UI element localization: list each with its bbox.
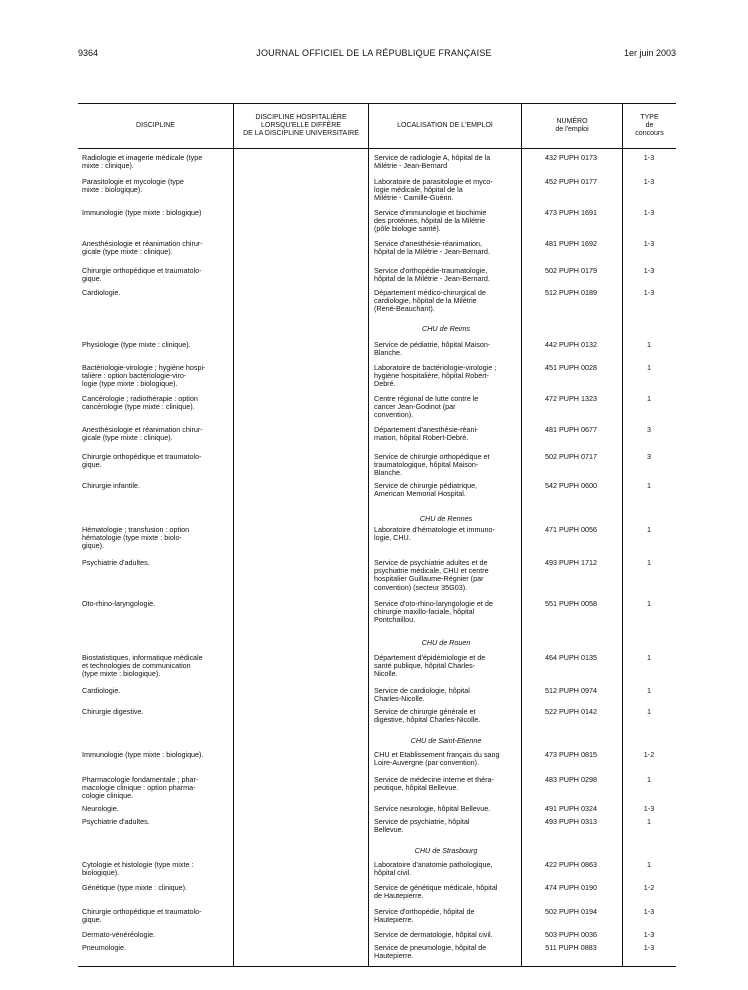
competition-type-cell: 1 (647, 817, 651, 826)
location-cell: Service de médecine interne et théra- peutique, hôpital Bellevue. (374, 775, 494, 793)
discipline-cell: Biostatistiques, informatique médicale et technologies de communication (type mixte : biologique). (82, 653, 203, 679)
post-number-cell: 522 PUPH 0142 (545, 707, 597, 716)
discipline-cell: Neurologie. (82, 804, 119, 813)
competition-type-cell: 1 (647, 525, 651, 534)
competition-type-cell: 1-3 (643, 266, 655, 275)
location-cell: Centre régional de lutte contre le cancer Jean-Godinot (par convention). (374, 394, 479, 420)
post-number-cell: 474 PUPH 0190 (545, 883, 597, 892)
post-number-cell: 511 PUPH 0883 (545, 943, 597, 952)
header-divider (78, 148, 676, 149)
competition-type-cell: 1-3 (643, 943, 655, 952)
discipline-cell: Cancérologie ; radiothérapie : option cancérologie (type mixte : clinique). (82, 394, 198, 412)
location-cell: Service de chirurgie générale et digestive, hôpital Charles-Nicolle. (374, 707, 481, 725)
location-cell: Service neurologie, hôpital Bellevue. (374, 804, 491, 813)
post-number-cell: 472 PUPH 1323 (545, 394, 597, 403)
location-cell: Service de radiologie A, hôpital de la Milétrie - Jean-Bernard (374, 153, 491, 171)
competition-type-cell: 1 (647, 653, 651, 662)
discipline-cell: Immunologie (type mixte : biologique). (82, 750, 204, 759)
header-discipline: DISCIPLINE (136, 122, 175, 129)
post-number-cell: 481 PUPH 0677 (545, 425, 597, 434)
chu-section-heading: CHU de Saint-Etienne (410, 736, 482, 745)
post-number-cell: 493 PUPH 1712 (545, 558, 597, 567)
discipline-cell: Pharmacologie fondamentale ; phar- macologie clinique : option pharma- cologie clinique. (82, 775, 199, 801)
discipline-cell: Cardiologie. (82, 288, 121, 297)
column-divider (233, 104, 234, 966)
header-location: LOCALISATION DE L'EMPLOI (397, 122, 493, 129)
discipline-cell: Chirurgie orthopédique et traumatolo- gique. (82, 266, 202, 284)
competition-type-cell: 1 (647, 686, 651, 695)
discipline-cell: Oto-rhino-laryngologie. (82, 599, 156, 608)
discipline-cell: Parasitologie et mycologie (type mixte : biologique). (82, 177, 184, 195)
page-number: 9364 (78, 48, 99, 58)
location-cell: Service de génétique médicale, hôpital de Hautepierre. (374, 883, 498, 901)
competition-type-cell: 1 (647, 363, 651, 372)
location-cell: Département médico-chirurgical de cardiologie, hôpital de la Milétrie (René-Beauchant). (374, 288, 486, 314)
post-number-cell: 483 PUPH 0298 (545, 775, 597, 784)
column-divider (368, 104, 369, 966)
competition-type-cell: 1 (647, 481, 651, 490)
competition-type-cell: 1-3 (643, 907, 655, 916)
discipline-cell: Radiologie et imagerie médicale (type mixte : clinique). (82, 153, 203, 171)
discipline-cell: Immunologie (type mixte : biologique) (82, 208, 202, 217)
post-number-cell: 422 PUPH 0863 (545, 860, 597, 869)
location-cell: Laboratoire d'hématologie et immuno- logie, CHU. (374, 525, 495, 543)
chu-section-heading: CHU de Reims (422, 324, 470, 333)
location-cell: Service de pneumologie, hôpital de Hautepierre. (374, 943, 487, 961)
post-number-cell: 464 PUPH 0135 (545, 653, 597, 662)
discipline-cell: Cardiologie. (82, 686, 121, 695)
discipline-cell: Génétique (type mixte : clinique). (82, 883, 188, 892)
discipline-cell: Pneumologie. (82, 943, 126, 952)
discipline-cell: Anesthésiologie et réanimation chirur- gicale (type mixte : clinique). (82, 425, 203, 443)
competition-type-cell: 1-2 (643, 883, 655, 892)
location-cell: Service d'orthopédie-traumatologie, hôpital de la Milétrie - Jean-Bernard. (374, 266, 490, 284)
competition-type-cell: 1-3 (643, 804, 655, 813)
chu-section-heading: CHU de Rouen (421, 638, 471, 647)
header-type: TYPE de concours (635, 114, 664, 137)
post-number-cell: 442 PUPH 0132 (545, 340, 597, 349)
journal-title: JOURNAL OFFICIEL DE LA RÉPUBLIQUE FRANÇAISE (256, 48, 492, 58)
discipline-cell: Cytologie et histologie (type mixte : biologique). (82, 860, 194, 878)
competition-type-cell: 1-3 (643, 288, 655, 297)
location-cell: Laboratoire de bactériologie-virologie ; hygiène hospitalière, hôpital Robert- Debré. (374, 363, 497, 389)
location-cell: Service d'immunologie et biochimie des protéines, hôpital de la Milétrie (pôle biologie santé). (374, 208, 487, 234)
post-number-cell: 551 PUPH 0058 (545, 599, 597, 608)
column-divider (521, 104, 522, 966)
post-number-cell: 503 PUPH 0036 (545, 930, 597, 939)
discipline-cell: Bactériologie-virologie ; hygiène hospi- talière : option bactériologie-viro- logie (type mixte : biologique). (82, 363, 206, 389)
post-number-cell: 491 PUPH 0324 (545, 804, 597, 813)
competition-type-cell: 3 (647, 425, 651, 434)
competition-type-cell: 1 (647, 558, 651, 567)
post-number-cell: 451 PUPH 0028 (545, 363, 597, 372)
header-hospital-discipline: DISCIPLINE HOSPITALIÈRE LORSQU'ELLE DIFFÈRE DE LA DISCIPLINE UNIVERSITAIRE (243, 114, 359, 137)
post-number-cell: 502 PUPH 0717 (545, 452, 597, 461)
competition-type-cell: 1-3 (643, 177, 655, 186)
location-cell: Service de dermatologie, hôpital civil. (374, 930, 493, 939)
competition-type-cell: 1-3 (643, 930, 655, 939)
discipline-cell: Dermato-vénéréologie. (82, 930, 156, 939)
competition-type-cell: 1 (647, 860, 651, 869)
discipline-cell: Physiologie (type mixte : clinique). (82, 340, 191, 349)
post-number-cell: 502 PUPH 0179 (545, 266, 597, 275)
discipline-cell: Chirurgie orthopédique et traumatolo- gique. (82, 907, 202, 925)
location-cell: Service de cardiologie, hôpital Charles-Nicolle. (374, 686, 470, 704)
discipline-cell: Psychiatrie d'adultes. (82, 558, 150, 567)
post-number-cell: 493 PUPH 0313 (545, 817, 597, 826)
competition-type-cell: 1-2 (643, 750, 655, 759)
post-number-cell: 512 PUPH 0974 (545, 686, 597, 695)
location-cell: Département d'anesthésie-réani- mation, hôpital Robert-Debré. (374, 425, 479, 443)
chu-section-heading: CHU de Strasbourg (414, 846, 478, 855)
discipline-cell: Chirurgie digestive. (82, 707, 144, 716)
post-number-cell: 502 PUPH 0194 (545, 907, 597, 916)
post-number-cell: 542 PUPH 0600 (545, 481, 597, 490)
competition-type-cell: 1-3 (643, 153, 655, 162)
location-cell: Laboratoire de parasitologie et myco- logie médicale, hôpital de la Milétrie - Camille-Guérin. (374, 177, 493, 203)
chu-section-heading: CHU de Rennes (419, 514, 473, 523)
header-number: NUMÉRO de l'emploi (555, 118, 589, 133)
location-cell: Service de psychiatrie, hôpital Bellevue. (374, 817, 470, 835)
location-cell: Service de psychiatrie adultes et de psychiatrie médicale, CHU et centre hospitalier Guillaume-Régnier (par convention) (secteur 35G03). (374, 558, 489, 592)
location-cell: Service d'anesthésie-réanimation, hôpital de la Milétrie - Jean-Bernard. (374, 239, 490, 257)
location-cell: CHU et Etablissement français du sang Loire-Auvergne (par convention). (374, 750, 500, 768)
location-cell: Département d'épidémiologie et de santé publique, hôpital Charles- Nicolle. (374, 653, 486, 679)
discipline-cell: Anesthésiologie et réanimation chirur- gicale (type mixte : clinique). (82, 239, 203, 257)
location-cell: Service d'orthopédie, hôpital de Hautepierre. (374, 907, 475, 925)
location-cell: Service de chirurgie orthopédique et traumatologique, hôpital Maison- Blanche. (374, 452, 490, 478)
post-number-cell: 471 PUPH 0056 (545, 525, 597, 534)
column-divider (622, 104, 623, 966)
location-cell: Service d'oto-rhino-laryngologie et de chirurgie maxillo-faciale, hôpital Pontchaillou. (374, 599, 493, 625)
discipline-cell: Chirurgie infantile. (82, 481, 140, 490)
location-cell: Service de chirurgie pédiatrique, American Memorial Hospital. (374, 481, 478, 499)
post-number-cell: 481 PUPH 1692 (545, 239, 597, 248)
discipline-cell: Chirurgie orthopédique et traumatolo- gique. (82, 452, 202, 470)
competition-type-cell: 1 (647, 340, 651, 349)
post-number-cell: 512 PUPH 0189 (545, 288, 597, 297)
page-header (0, 48, 748, 64)
competition-type-cell: 1 (647, 394, 651, 403)
location-cell: Laboratoire d'anatomie pathologique, hôpital civil. (374, 860, 493, 878)
post-number-cell: 473 PUPH 0815 (545, 750, 597, 759)
competition-type-cell: 1 (647, 707, 651, 716)
competition-type-cell: 1-3 (643, 208, 655, 217)
competition-type-cell: 1 (647, 775, 651, 784)
positions-table (78, 103, 676, 967)
issue-date: 1er juin 2003 (623, 48, 676, 58)
post-number-cell: 473 PUPH 1691 (545, 208, 597, 217)
discipline-cell: Psychiatrie d'adultes. (82, 817, 150, 826)
post-number-cell: 452 PUPH 0177 (545, 177, 597, 186)
competition-type-cell: 1-3 (643, 239, 655, 248)
discipline-cell: Hématologie ; transfusion : option hématologie (type mixte : biolo- gique). (82, 525, 190, 551)
competition-type-cell: 1 (647, 599, 651, 608)
post-number-cell: 432 PUPH 0173 (545, 153, 597, 162)
location-cell: Service de pédiatrie, hôpital Maison- Blanche. (374, 340, 491, 358)
competition-type-cell: 3 (647, 452, 651, 461)
